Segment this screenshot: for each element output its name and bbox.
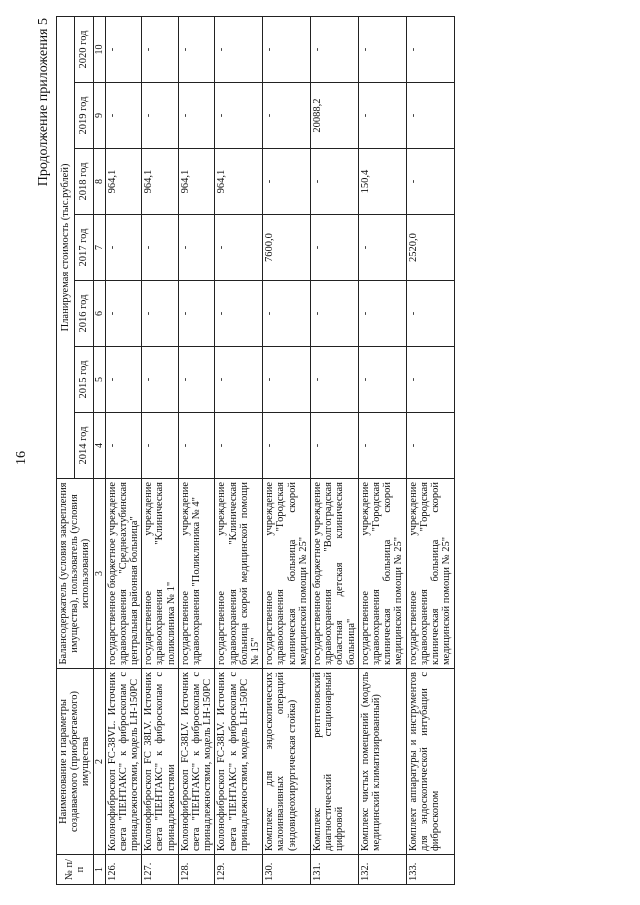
row-value: 150,4	[358, 149, 406, 215]
table-row	[311, 16, 359, 884]
row-value: -	[105, 347, 142, 413]
header-name: Наименование и параметры создаваемого (приобретаемого) имущества	[57, 669, 94, 855]
row-number: 129.	[215, 855, 263, 885]
row-value: -	[263, 83, 311, 149]
row-value: -	[358, 83, 406, 149]
row-value: 964,1	[215, 149, 263, 215]
row-value: -	[105, 16, 142, 82]
column-index-2: 2	[93, 669, 105, 855]
row-name: Комплекс для эндоскопических малоинвазивных операций (эндовидеохирургическая стойка)	[263, 669, 311, 855]
row-number: 126.	[105, 855, 142, 885]
table-row	[178, 16, 215, 884]
row-value: -	[215, 16, 263, 82]
row-value: -	[406, 83, 454, 149]
row-number: 133.	[406, 855, 454, 885]
row-value: -	[142, 83, 179, 149]
row-value: 7600,0	[263, 215, 311, 281]
row-name: Колонофиброскоп FC-38LV. Источник света "ПЕНТАКС" к фиброскопам с принадлежностями, модель LH-150PC	[215, 669, 263, 855]
row-value: 2520,0	[406, 215, 454, 281]
continuation-label: Продолжение приложения 5	[36, 18, 51, 187]
header-year-0: 2014 год	[75, 413, 93, 479]
row-value: -	[311, 149, 359, 215]
table-row	[215, 16, 263, 884]
column-index-9: 9	[93, 83, 105, 149]
row-value: 964,1	[105, 149, 142, 215]
row-value: -	[178, 16, 215, 82]
row-value: -	[178, 215, 215, 281]
row-value: -	[358, 16, 406, 82]
row-name: Колонофиброскоп FC 38LV. Источник света "ПЕНТАКС" к фиброскопам с принадлежностями	[142, 669, 179, 855]
row-value: -	[178, 83, 215, 149]
row-value: 964,1	[142, 149, 179, 215]
table-row	[105, 16, 142, 884]
row-value: -	[263, 347, 311, 413]
table-row	[263, 16, 311, 884]
row-number: 127.	[142, 855, 179, 885]
row-value: -	[215, 413, 263, 479]
row-number: 131.	[311, 855, 359, 885]
row-value: -	[215, 347, 263, 413]
row-value: -	[142, 347, 179, 413]
column-index-7: 7	[93, 215, 105, 281]
table-row	[358, 16, 406, 884]
row-value: -	[263, 281, 311, 347]
column-index-10: 10	[93, 16, 105, 82]
row-value: -	[142, 215, 179, 281]
row-number: 130.	[263, 855, 311, 885]
row-value: -	[105, 83, 142, 149]
row-name: Колонофиброскоп FC-38LV. Источник света "ПЕНТАКС" к фиброскопам с принадлежностями, модель LH-150PC	[178, 669, 215, 855]
row-value: -	[406, 281, 454, 347]
row-holder: государственное бюджетное учреждение здравоохранения "Среднеахтубинская центральная районная больница"	[105, 479, 142, 669]
row-value: 964,1	[178, 149, 215, 215]
row-value: -	[406, 413, 454, 479]
column-index-1: 1	[93, 855, 105, 885]
row-value: -	[105, 413, 142, 479]
header-year-2: 2016 год	[75, 281, 93, 347]
header-year-1: 2015 год	[75, 347, 93, 413]
row-holder: государственное учреждение здравоохранения "Городская клиническая больница скорой медицинской помощи № 25"	[406, 479, 454, 669]
row-value: -	[406, 347, 454, 413]
column-index-8: 8	[93, 149, 105, 215]
row-value: -	[311, 215, 359, 281]
row-value: -	[178, 281, 215, 347]
header-year-4: 2018 год	[75, 149, 93, 215]
column-index-5: 5	[93, 347, 105, 413]
row-holder: государственное учреждение здравоохранения "Клиническая больница скорой медицинской помощи № 15"	[215, 479, 263, 669]
row-value: -	[358, 281, 406, 347]
row-value: -	[263, 413, 311, 479]
row-holder: государственное учреждение здравоохранения "Поликлиника № 4"	[178, 479, 215, 669]
row-value: -	[311, 16, 359, 82]
row-value: -	[311, 347, 359, 413]
row-value: -	[215, 215, 263, 281]
row-value: -	[105, 215, 142, 281]
row-holder: государственное учреждение здравоохранения "Городская клиническая больница скорой медицинской помощи № 25"	[263, 479, 311, 669]
header-cost: Планируемая стоимость (тыс.рублей)	[57, 16, 75, 478]
row-value: -	[142, 16, 179, 82]
row-value: -	[406, 16, 454, 82]
row-value: -	[178, 413, 215, 479]
row-value: -	[215, 281, 263, 347]
row-value: -	[263, 149, 311, 215]
row-number: 132.	[358, 855, 406, 885]
row-value: -	[311, 413, 359, 479]
table-header	[57, 16, 106, 884]
row-name: Комплекс чистых помещений (модуль медицинский климатизированный)	[358, 669, 406, 855]
row-value: -	[358, 347, 406, 413]
header-year-3: 2017 год	[75, 215, 93, 281]
row-value: -	[263, 16, 311, 82]
column-index-6: 6	[93, 281, 105, 347]
row-value: -	[311, 281, 359, 347]
property-table	[56, 16, 455, 885]
row-value: -	[358, 215, 406, 281]
row-name: Комплект аппаратуры и инструментов для эндоскопической интубации с фиброскопом	[406, 669, 454, 855]
header-num: № п/п	[57, 855, 94, 885]
row-name: Колонофиброскоп FC-38VL. Источник света "ПЕНТАКС" к фиброскопам с принадлежностями, модель LH-150PC	[105, 669, 142, 855]
row-value: -	[142, 413, 179, 479]
row-value: -	[406, 149, 454, 215]
row-holder: государственное бюджетное учреждение здравоохранения "Волгоградская областная детская клиническая больница"	[311, 479, 359, 669]
row-holder: государственное учреждение здравоохранения "Клиническая поликлиника № 1"	[142, 479, 179, 669]
row-value: -	[105, 281, 142, 347]
row-holder: государственное учреждение здравоохранения "Городская клиническая больница скорой медицинской помощи № 25"	[358, 479, 406, 669]
page-number: 16	[14, 451, 29, 465]
row-value: -	[142, 281, 179, 347]
row-number: 128.	[178, 855, 215, 885]
table-row	[142, 16, 179, 884]
header-year-5: 2019 год	[75, 83, 93, 149]
column-index-3: 3	[93, 479, 105, 669]
table-row	[406, 16, 454, 884]
row-value: -	[215, 83, 263, 149]
header-year-6: 2020 год	[75, 16, 93, 82]
row-value: -	[358, 413, 406, 479]
column-index-4: 4	[93, 413, 105, 479]
row-value: 20088,2	[311, 83, 359, 149]
row-name: Комплекс рентгеновский диагностический стационарный цифровой	[311, 669, 359, 855]
header-index-row	[93, 16, 105, 884]
header-holder: Балансодержатель (условия закрепления имущества), пользователь (условия использования)	[57, 479, 94, 669]
table-body	[105, 16, 454, 884]
row-value: -	[178, 347, 215, 413]
